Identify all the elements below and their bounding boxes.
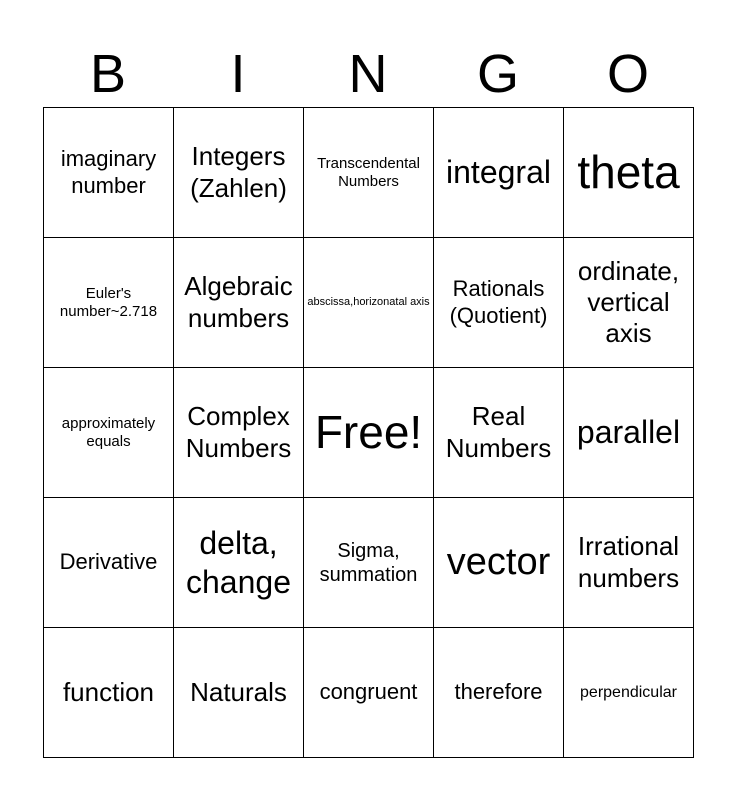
bingo-board: [43, 107, 694, 758]
header-letter-i: I: [230, 44, 246, 104]
cell-text: parallel: [576, 414, 681, 451]
cell-text: Naturals: [190, 676, 287, 707]
bingo-cell[interactable]: [434, 368, 564, 498]
cell-text: Complex Numbers: [185, 401, 292, 463]
bingo-cell[interactable]: [564, 628, 694, 758]
cell-text: congruent: [319, 679, 418, 705]
cell-text: Integers (Zahlen): [190, 141, 287, 203]
bingo-cell[interactable]: [564, 368, 694, 498]
bingo-cell[interactable]: [564, 108, 694, 238]
bingo-cell[interactable]: [174, 628, 304, 758]
bingo-cell[interactable]: [44, 368, 174, 498]
bingo-cell[interactable]: [304, 238, 434, 368]
bingo-cell[interactable]: [174, 368, 304, 498]
bingo-cell[interactable]: [564, 498, 694, 628]
cell-text: Sigma, summation: [319, 539, 418, 586]
bingo-cell[interactable]: [564, 238, 694, 368]
cell-text: Transcendental Numbers: [317, 154, 420, 190]
bingo-cell[interactable]: [434, 498, 564, 628]
cell-text: approximately equals: [61, 414, 156, 450]
bingo-cell[interactable]: [174, 238, 304, 368]
bingo-cell[interactable]: [44, 108, 174, 238]
cell-text: imaginary number: [60, 146, 157, 198]
header-letter-b: B: [89, 44, 127, 104]
bingo-cell[interactable]: [434, 628, 564, 758]
bingo-cell[interactable]: [174, 108, 304, 238]
bingo-cell[interactable]: [44, 498, 174, 628]
bingo-cell[interactable]: [304, 498, 434, 628]
bingo-cell[interactable]: [434, 108, 564, 238]
cell-text: ordinate, vertical axis: [577, 255, 680, 349]
cell-text: therefore: [454, 679, 543, 705]
bingo-cell[interactable]: [44, 628, 174, 758]
header-letter-n: N: [348, 44, 388, 104]
free-space-cell[interactable]: [304, 368, 434, 498]
bingo-cell[interactable]: [434, 238, 564, 368]
cell-text: function: [62, 676, 155, 707]
cell-text: theta: [577, 145, 680, 198]
cell-text: perpendicular: [580, 683, 677, 701]
free-space-text: Free!: [314, 405, 423, 458]
cell-text: Euler's number~2.718: [59, 284, 158, 320]
bingo-cell[interactable]: [174, 498, 304, 628]
cell-text: Derivative: [59, 549, 158, 575]
cell-text: integral: [446, 154, 551, 191]
header-letter-o: O: [606, 44, 649, 104]
bingo-cell[interactable]: [44, 238, 174, 368]
cell-text: Rationals (Quotient): [449, 276, 548, 328]
bingo-header: [43, 40, 693, 108]
bingo-cell[interactable]: [304, 628, 434, 758]
cell-text: Algebraic numbers: [184, 271, 293, 333]
cell-text: abscissa,horizonatal axis: [307, 295, 430, 308]
cell-text: vector: [446, 540, 551, 583]
header-letter-g: G: [476, 44, 519, 104]
cell-text: Real Numbers: [445, 401, 552, 463]
cell-text: delta, change: [186, 525, 291, 600]
cell-text: Irrational numbers: [577, 531, 680, 593]
bingo-cell[interactable]: [304, 108, 434, 238]
